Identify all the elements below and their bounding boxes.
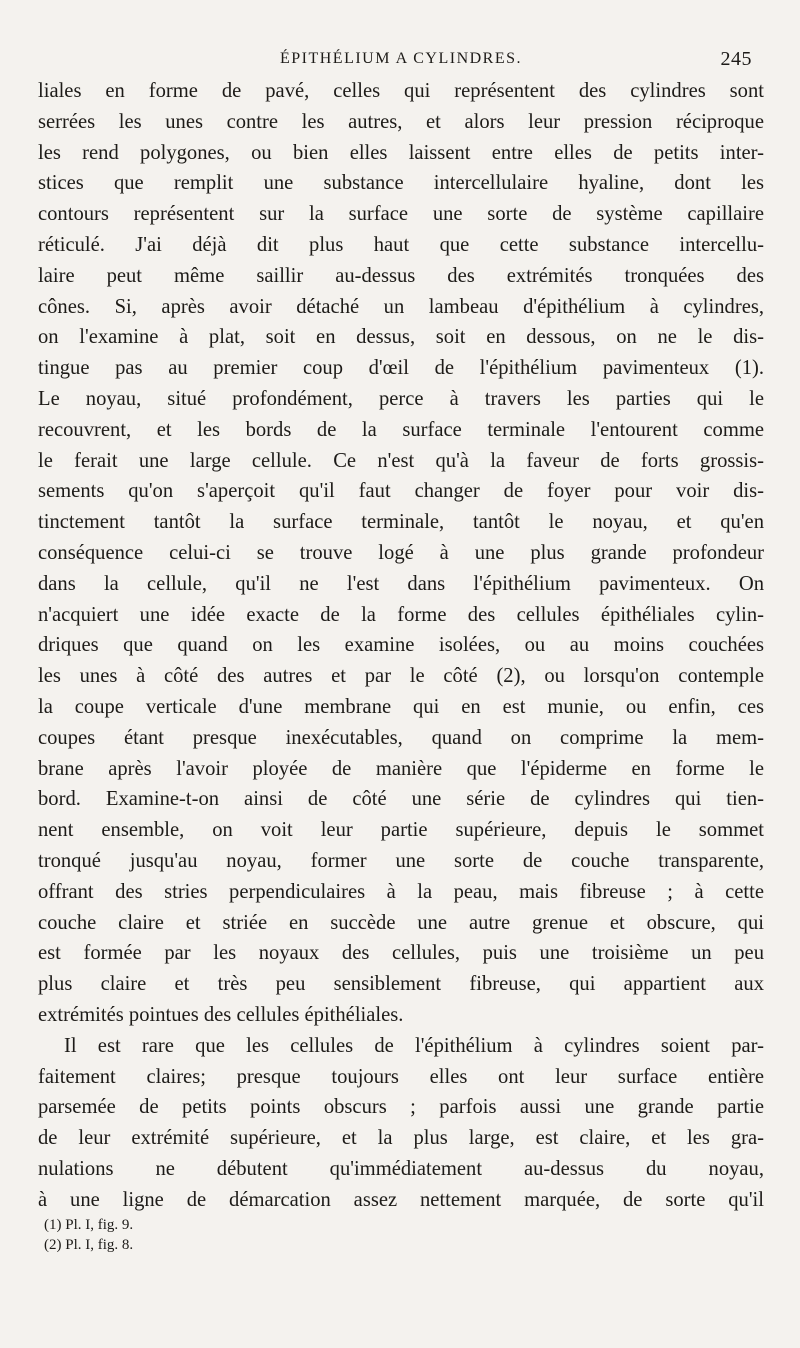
text-line: cônes. Si, après avoir détaché un lambeau d'épithélium à cylindres, (38, 295, 764, 318)
text-line: conséquence celui-ci se trouve logé à une plus grande profondeur (38, 541, 764, 564)
text-line: les rend polygones, ou bien elles laissent entre elles de petits inter- (38, 141, 764, 164)
running-title: ÉPITHÉLIUM A CYLINDRES. (279, 50, 523, 67)
footnotes (38, 1215, 764, 1255)
footnote: (1) Pl. I, fig. 9. (44, 1217, 134, 1234)
text-line: serrées les unes contre les autres, et alors leur pression réciproque (38, 110, 764, 133)
text-line: stices que remplit une substance intercellulaire hyaline, dont les (38, 172, 764, 195)
text-line: extrémités pointues des cellules épithéliales. (38, 1003, 404, 1026)
text-line: tronqué jusqu'au noyau, former une sorte de couche transparente, (38, 849, 764, 872)
text-line: laire peut même saillir au-dessus des extrémités tronquées des (38, 264, 764, 287)
text-line: à une ligne de démarcation assez nettement marquée, de sorte qu'il (38, 1188, 764, 1211)
text-line: offrant des stries perpendiculaires à la peau, mais fibreuse ; à cette (38, 880, 764, 903)
text-line: dans la cellule, qu'il ne l'est dans l'épithélium pavimenteux. On (38, 572, 764, 595)
text-line: liales en forme de pavé, celles qui représentent des cylindres sont (38, 80, 764, 102)
text-line: on l'examine à plat, soit en dessus, soit en dessous, on ne le dis- (38, 326, 764, 349)
text-line: parsemée de petits points obscurs ; parfois aussi une grande partie (38, 1096, 764, 1119)
page-number: 245 (720, 48, 752, 70)
text-line: n'acquiert une idée exacte de la forme des cellules épithéliales cylin- (38, 603, 764, 626)
text-line: coupes étant presque inexécutables, quand on comprime la mem- (38, 726, 764, 749)
text-line: nent ensemble, on voit leur partie supérieure, depuis le sommet (38, 819, 764, 842)
text-line: Le noyau, situé profondément, perce à travers les parties qui le (38, 387, 764, 410)
text-line: recouvrent, et les bords de la surface terminale l'entourent comme (38, 418, 764, 441)
body-text (38, 76, 764, 1215)
text-line: faitement claires; presque toujours elles ont leur surface entière (38, 1065, 764, 1088)
text-line: réticulé. J'ai déjà dit plus haut que cette substance intercellu- (38, 233, 764, 256)
text-line: couche claire et striée en succède une autre grenue et obscure, qui (38, 911, 764, 934)
text-line: la coupe verticale d'une membrane qui en est munie, ou enfin, ces (38, 695, 764, 718)
text-line: les unes à côté des autres et par le côté (2), ou lorsqu'on contemple (38, 665, 764, 688)
text-line: de leur extrémité supérieure, et la plus large, est claire, et les gra- (38, 1127, 764, 1150)
text-line: plus claire et très peu sensiblement fibreuse, qui appartient aux (38, 973, 764, 996)
text-line: contours représentent sur la surface une sorte de système capillaire (38, 203, 764, 226)
text-line: brane après l'avoir ployée de manière que l'épiderme en forme le (38, 757, 764, 780)
footnote: (2) Pl. I, fig. 8. (44, 1237, 134, 1254)
text-line: tinctement tantôt la surface terminale, tantôt le noyau, et qu'en (38, 511, 764, 534)
text-line: nulations ne débutent qu'immédiatement au-dessus du noyau, (38, 1157, 764, 1180)
text-line: est formée par les noyaux des cellules, puis une troisième un peu (38, 942, 764, 965)
text-line: sements qu'on s'aperçoit qu'il faut changer de foyer pour voir dis- (38, 480, 764, 503)
text-line: driques que quand on les examine isolées, ou au moins couchées (38, 634, 764, 657)
text-line: tingue pas au premier coup d'œil de l'épithélium pavimenteux (1). (38, 357, 764, 380)
text-line: bord. Examine-t-on ainsi de côté une série de cylindres qui tien- (38, 788, 764, 811)
text-line: Il est rare que les cellules de l'épithélium à cylindres soient par- (64, 1034, 764, 1057)
page-header (38, 42, 764, 76)
text-line: le ferait une large cellule. Ce n'est qu'à la faveur de forts grossis- (38, 449, 764, 472)
